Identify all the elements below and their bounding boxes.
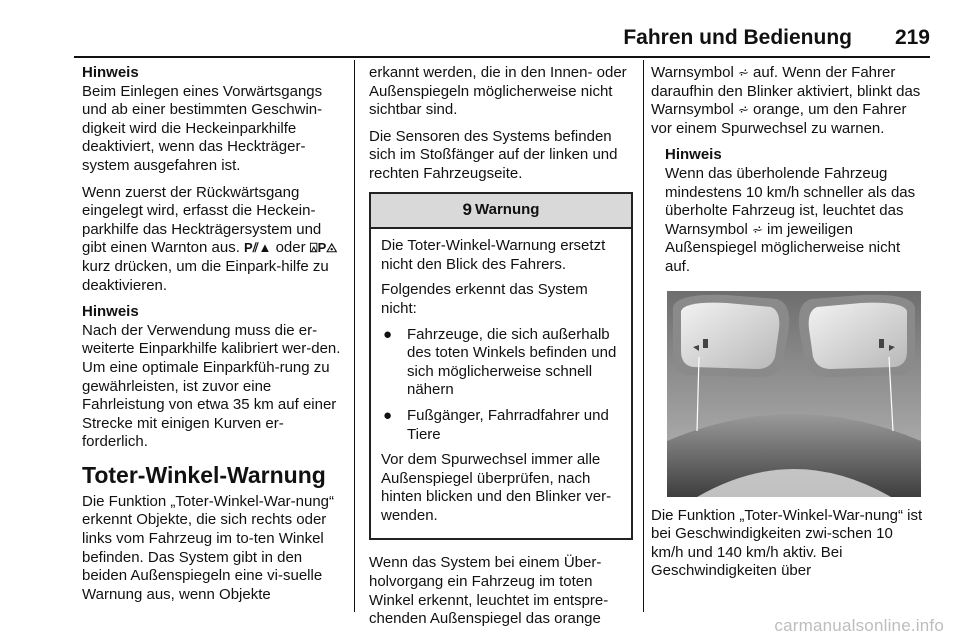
- warning-text: Folgendes erkennt das System nicht:: [381, 281, 588, 317]
- warning-title: Warnung: [475, 200, 540, 218]
- paragraph-text: Warnsymbol: [651, 64, 734, 81]
- paragraph-blind-spot-intro: Die Funktion „Toter-Winkel-War-nung“ erkennt Objekte, die sich rechts oder links vom Fahrzeug im to-ten Winkel befinden. Das System gibt in den beiden Außenspiegeln eine vi-suelle Warnung aus, wenn Objekte: [82, 492, 335, 603]
- paragraph-text: orange, um den Fahrer vor einem Spurwechsel zu warnen.: [651, 101, 907, 137]
- section-title: Toter-Winkel-Warnung: [82, 461, 326, 488]
- paragraph-text: kurz drücken, um die Einpark-hilfe zu deaktivieren.: [82, 257, 329, 294]
- note-text: im jeweiligen Außenspiegel möglicherweise nicht auf.: [665, 220, 901, 275]
- warning-body: [371, 229, 631, 538]
- park-assist-button-icon: ⍓P◬: [309, 240, 338, 256]
- paragraph-overtaking: Wenn das System bei einem Über-holvorgang ein Fahrzeug im toten Winkel erkennt, leuchtet im entspre-chenden Außenspiegel das orange: [369, 554, 609, 628]
- warning-bullet: [381, 407, 621, 444]
- bullet-text: Fahrzeuge, die sich außerhalb des toten Winkels befinden und sich möglicherweise schnell nähern: [407, 325, 617, 399]
- note-1: [82, 64, 344, 176]
- column-3: [651, 64, 929, 589]
- note-2: [82, 303, 344, 452]
- warning-text: Vor dem Spurwechsel immer alle Außenspiegel überprüfen, nach hinten blicken und den Blinker ver-wenden.: [381, 451, 612, 524]
- note-heading: Hinweis: [82, 303, 139, 321]
- note-heading: Hinweis: [665, 146, 722, 164]
- note-2-text: Nach der Verwendung muss die er-weiterte Einparkhilfe kalibriert wer-den. Um eine optimale Einparkfüh-rung zu gewährleisten, ist zuvor eine Fahrleistung von etwa 35 km auf einer Strecke mit einigen Kurven er-forderlich.: [82, 321, 341, 451]
- park-assist-icon: P⫽▲: [244, 240, 272, 256]
- column-1: [82, 64, 344, 612]
- paragraph-reverse-gear: [82, 184, 344, 296]
- column-2: [369, 64, 633, 637]
- paragraph-text: oder: [275, 239, 306, 257]
- paragraph-warning-symbol: [651, 64, 929, 138]
- mirror-illustration-graphic: [667, 291, 921, 497]
- page-number: 219: [894, 26, 930, 49]
- header-rule: [74, 56, 930, 58]
- warning-header: [371, 194, 631, 230]
- column-divider-2: [643, 60, 644, 612]
- bullet-text: Fußgänger, Fahrradfahrer und Tiere: [407, 406, 609, 443]
- blind-spot-warning-icon: ⩫: [737, 65, 749, 80]
- paragraph-sensors: Die Sensoren des Systems befinden sich im Stoßfänger auf der linken und rechten Fahrzeugseite.: [369, 127, 618, 182]
- bullet-dot-icon: ●: [383, 406, 393, 424]
- paragraph-text: Wenn zuerst der Rückwärtsgang eingelegt wird, erfasst die Heckein-parkhilfe das Heckträgersystem und gibt einen Warnton aus.: [82, 183, 322, 257]
- warning-box: [369, 192, 633, 541]
- warning-bullet: [381, 326, 621, 400]
- paragraph-text: auf. Wenn der Fahrer daraufhin den Blinker aktiviert, blinkt das Warnsymbol: [651, 64, 921, 119]
- warning-triangle-icon: 9: [462, 199, 473, 219]
- page-header-title: Fahren und Bedienung: [623, 26, 852, 49]
- blind-spot-warning-icon: ⩫: [737, 102, 749, 118]
- paragraph-speed-range: Die Funktion „Toter-Winkel-War-nung“ ist bei Geschwindigkeiten zwi-schen 10 km/h und 140 km/h aktiv. Bei Geschwindigkeiten über: [651, 506, 923, 580]
- bullet-dot-icon: ●: [383, 325, 393, 343]
- column-divider-1: [354, 60, 355, 612]
- note-heading: Hinweis: [82, 64, 139, 81]
- note-text: Wenn das überholende Fahrzeug mindestens 10 km/h schneller als das überholte Fahrzeug ist, leuchtet das Warnsymbol: [665, 164, 916, 238]
- mirror-illustration: [667, 291, 921, 497]
- note-1-text: Beim Einlegen eines Vorwärtsgangs und ab einer bestimmten Geschwin-digkeit wird die Heckeinparkhilfe deaktiviert, wenn das Heckträger-system ausgefahren ist.: [82, 82, 323, 174]
- blind-spot-warning-icon: ⩫: [751, 221, 763, 237]
- note-3: [651, 146, 929, 276]
- watermark: carmanualsonline.info: [774, 616, 944, 635]
- warning-text: Die Toter-Winkel-Warnung ersetzt nicht den Blick des Fahrers.: [381, 237, 606, 273]
- paragraph-continued: erkannt werden, die in den Innen- oder Außenspiegeln möglicherweise nicht sichtbar sind.: [369, 64, 627, 119]
